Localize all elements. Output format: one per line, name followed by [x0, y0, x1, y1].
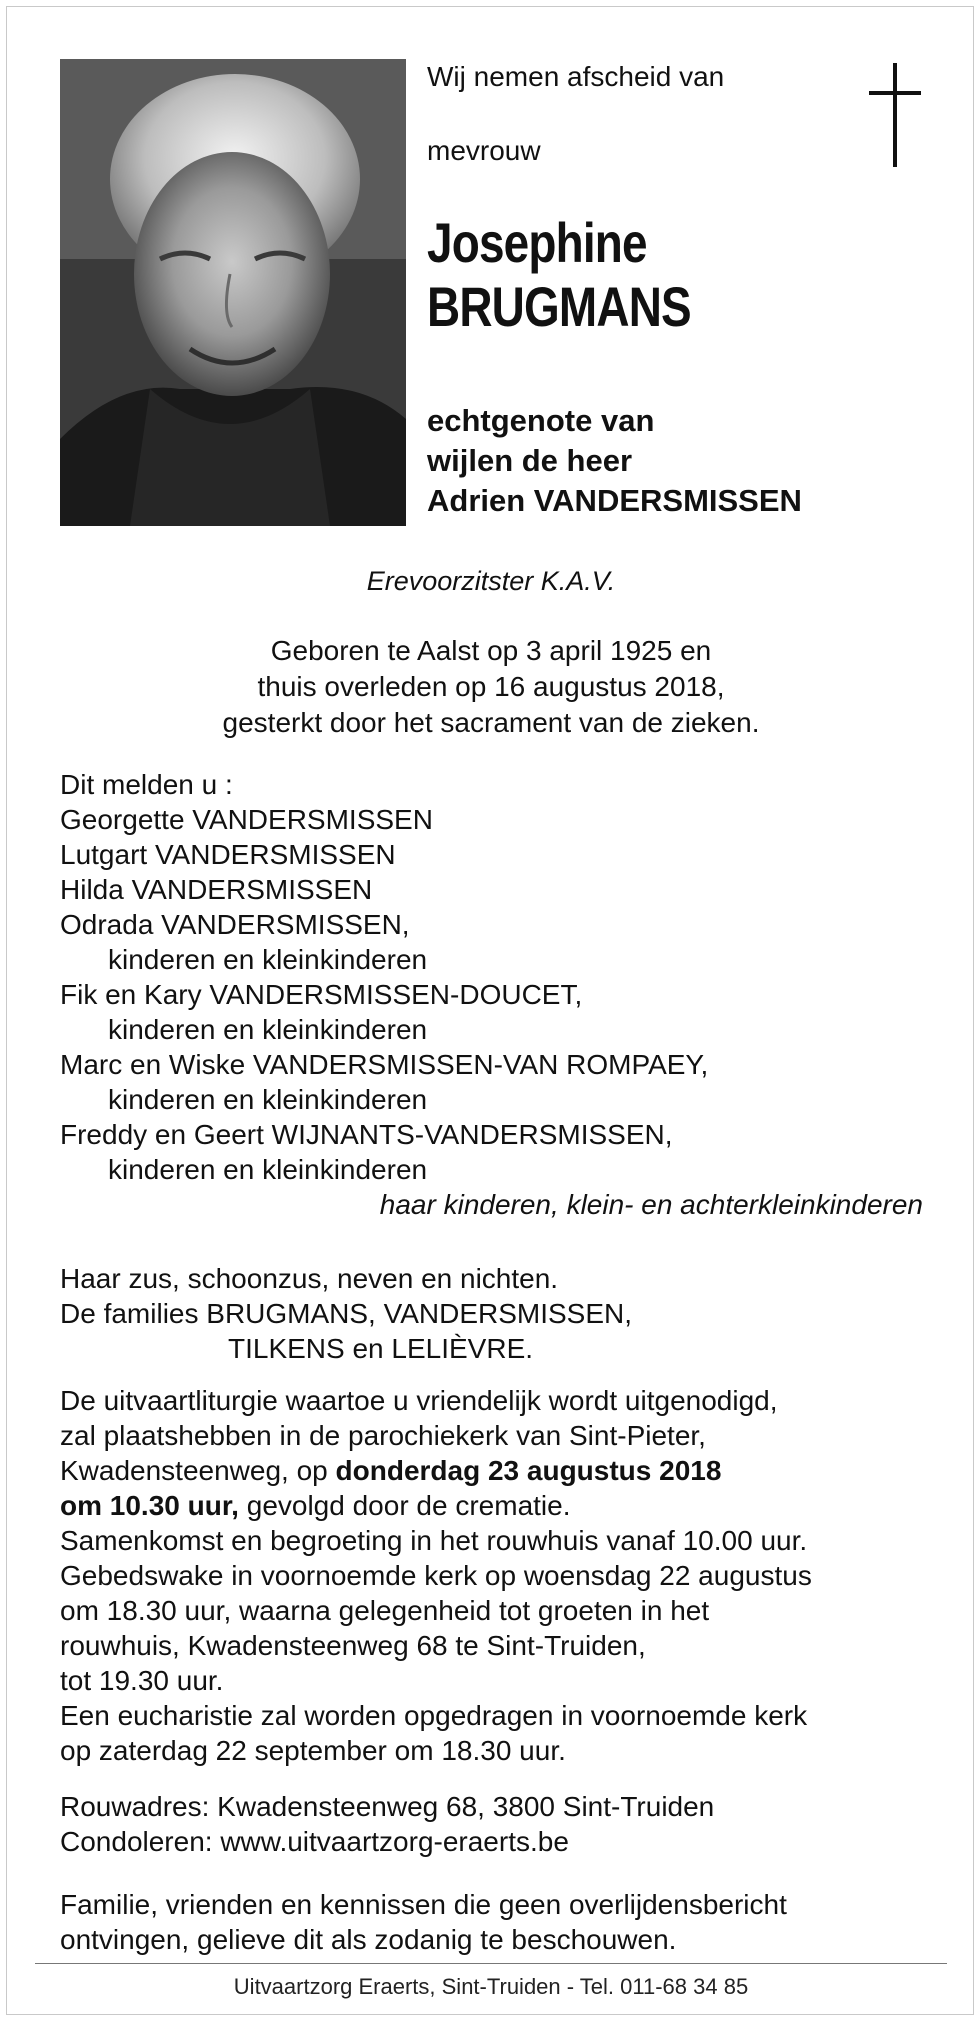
first-name: Josephine [427, 211, 647, 274]
birth-death-line-3: gesterkt door het sacrament van de zieken. [222, 707, 760, 738]
honorary-title: Erevoorzitster K.A.V. [366, 566, 616, 596]
family-line: Hilda VANDERSMISSEN [60, 874, 373, 905]
mourning-address: Rouwadres: Kwadensteenweg 68, 3800 Sint-Truiden [60, 1791, 715, 1822]
portrait-image [60, 59, 406, 526]
family-block [60, 767, 708, 1187]
closing-line-1: Familie, vrienden en kennissen die geen overlijdensbericht [60, 1889, 787, 1920]
family-line-indented: kinderen en kleinkinderen [108, 1154, 428, 1185]
birth-death-line-2: thuis overleden op 16 augustus 2018, [257, 671, 725, 702]
obituary-card [6, 6, 974, 2015]
spouse-line-1: echtgenote van [427, 403, 655, 438]
family-line-indented: kinderen en kleinkinderen [108, 1084, 428, 1115]
birth-death-line-1: Geboren te Aalst op 3 april 1925 en [270, 635, 712, 666]
funeral-line-4 [60, 1488, 812, 1523]
funeral-date: donderdag 23 augustus 2018 [335, 1455, 722, 1486]
condolences-link[interactable]: Condoleren: www.uitvaartzorg-eraerts.be [60, 1826, 569, 1857]
family-line: Freddy en Geert WIJNANTS-VANDERSMISSEN, [60, 1119, 673, 1150]
family-line-indented: kinderen en kleinkinderen [108, 944, 428, 975]
spouse-line-3: Adrien VANDERSMISSEN [427, 483, 802, 518]
footer-divider [35, 1963, 947, 1964]
funeral-line-5: Samenkomst en begroeting in het rouwhuis vanaf 10.00 uur. [60, 1525, 808, 1556]
birth-death-block [7, 633, 975, 741]
portrait-photo [60, 59, 406, 526]
funeral-line-7: om 18.30 uur, waarna gelegenheid tot groeten in het [60, 1595, 710, 1626]
funeral-line-8: rouwhuis, Kwadensteenweg 68 te Sint-Truiden, [60, 1630, 646, 1661]
family-line: Odrada VANDERSMISSEN, [60, 909, 410, 940]
family-line: Georgette VANDERSMISSEN [60, 804, 433, 835]
footer-text: Uitvaartzorg Eraerts, Sint-Truiden - Tel. 011-68 34 85 [233, 1974, 749, 1999]
funeral-block [60, 1383, 812, 1768]
funeral-line-1: De uitvaartliturgie waartoe u vriendelijk wordt uitgenodigd, [60, 1385, 778, 1416]
funeral-line-6: Gebedswake in voornoemde kerk op woensdag 22 augustus [60, 1560, 812, 1591]
relatives-line-1: Haar zus, schoonzus, neven en nichten. [60, 1263, 559, 1294]
funeral-time: om 10.30 uur, [60, 1490, 239, 1521]
funeral-line-3 [60, 1453, 812, 1488]
salutation: mevrouw [427, 135, 541, 166]
family-line: Marc en Wiske VANDERSMISSEN-VAN ROMPAEY, [60, 1049, 709, 1080]
spouse-line-2: wijlen de heer [427, 443, 633, 478]
relatives-block [60, 1261, 632, 1366]
funeral-line-11: op zaterdag 22 september om 18.30 uur. [60, 1735, 566, 1766]
relatives-line-3: TILKENS en LELIÈVRE. [228, 1333, 534, 1364]
family-summary: haar kinderen, klein- en achterkleinkinderen [379, 1189, 923, 1220]
last-name: BRUGMANS [427, 275, 691, 338]
funeral-line-10: Een eucharistie zal worden opgedragen in voornoemde kerk [60, 1700, 808, 1731]
family-heading: Dit melden u : [60, 769, 233, 800]
funeral-line-9: tot 19.30 uur. [60, 1665, 224, 1696]
contact-block [60, 1789, 714, 1859]
funeral-location: Kwadensteenweg, op [60, 1455, 336, 1486]
intro-text: Wij nemen afscheid van [427, 61, 725, 92]
funeral-line-2: zal plaatshebben in de parochiekerk van Sint-Pieter, [60, 1420, 706, 1451]
relatives-line-2: De families BRUGMANS, VANDERSMISSEN, [60, 1298, 633, 1329]
closing-line-2: ontvingen, gelieve dit als zodanig te beschouwen. [60, 1924, 677, 1955]
funeral-followup: gevolgd door de crematie. [238, 1490, 571, 1521]
family-line: Lutgart VANDERSMISSEN [60, 839, 396, 870]
family-line-indented: kinderen en kleinkinderen [108, 1014, 428, 1045]
closing-block [60, 1887, 787, 1957]
cross-icon [865, 63, 925, 167]
family-line: Fik en Kary VANDERSMISSEN-DOUCET, [60, 979, 583, 1010]
